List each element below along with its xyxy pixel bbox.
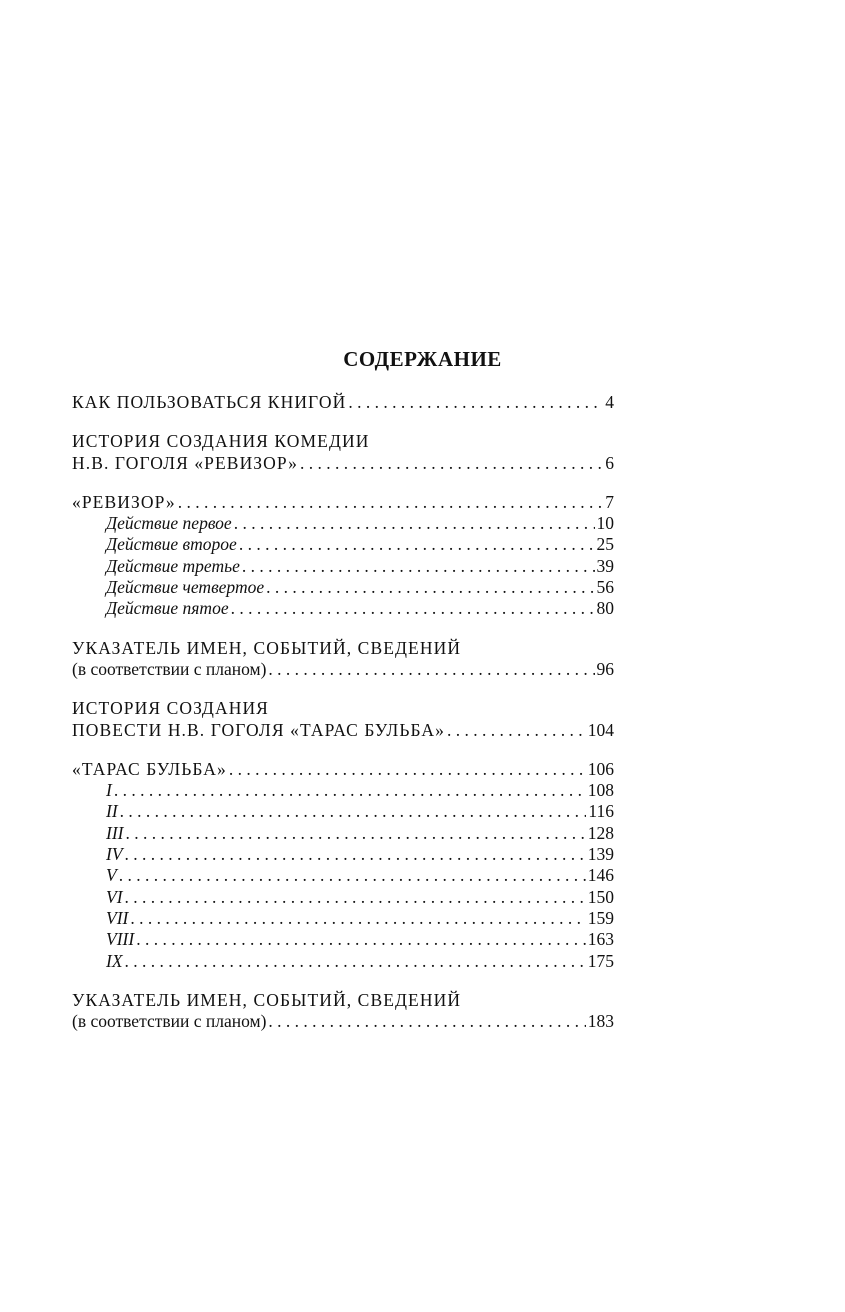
toc-entry-page: 108 [587, 780, 614, 801]
toc-subentry[interactable] [72, 865, 614, 886]
toc-entry-label: I [106, 780, 112, 801]
page-title: СОДЕРЖАНИЕ [343, 347, 502, 371]
dot-leader [242, 556, 595, 577]
dot-leader [266, 577, 594, 598]
toc-entry-heading [72, 698, 614, 719]
toc-subentry[interactable] [72, 801, 614, 822]
dot-leader [125, 887, 586, 908]
toc-entry-page: 150 [587, 886, 614, 907]
toc-entry[interactable] [72, 720, 614, 741]
toc-section-taras-bulba [72, 759, 614, 972]
toc-entry-label: «РЕВИЗОР» [72, 491, 176, 512]
toc-entry-page: 4 [605, 392, 614, 412]
toc-subentry[interactable] [72, 823, 614, 844]
toc-entry-heading [72, 990, 614, 1011]
toc-section-index-taras [72, 990, 614, 1033]
toc-entry-label: III [106, 822, 124, 843]
toc-entry-page: 10 [596, 513, 614, 534]
toc-entry[interactable] [72, 392, 614, 413]
dot-leader [125, 951, 586, 972]
toc-entry-page: 175 [587, 950, 614, 971]
toc-entry-page: 163 [587, 929, 614, 950]
toc-entry-label: IV [106, 844, 123, 865]
toc-entry-label: (в соответствии с планом) [72, 1011, 267, 1032]
toc-section-revizor [72, 492, 614, 620]
toc-entry-page: 106 [587, 758, 614, 779]
dot-leader [125, 844, 586, 865]
dot-leader [120, 801, 587, 822]
dot-leader [136, 929, 586, 950]
toc-entry-page: 183 [587, 1011, 614, 1032]
dot-leader [231, 598, 595, 619]
toc-entry-label: ИСТОРИЯ СОЗДАНИЯ КОМЕДИИ [72, 431, 370, 452]
toc-entry-label: V [106, 865, 117, 886]
toc-entry-page: 56 [596, 577, 614, 598]
toc-entry-label: Действие второе [106, 534, 237, 555]
toc-entry-page: 128 [587, 822, 614, 843]
toc-entry[interactable] [72, 453, 614, 474]
toc-entry-page: 25 [596, 534, 614, 555]
toc-section-revizor-history [72, 431, 614, 474]
toc-entry-heading [72, 638, 614, 659]
toc-entry-label: VIII [106, 929, 135, 950]
dot-leader [447, 720, 586, 741]
toc-entry-page: 146 [587, 865, 614, 886]
toc-entry-label: УКАЗАТЕЛЬ ИМЕН, СОБЫТИЙ, СВЕДЕНИЙ [72, 989, 462, 1010]
dot-leader [234, 513, 595, 534]
toc-entry[interactable] [72, 659, 614, 680]
table-of-contents [72, 392, 614, 1050]
toc-section-taras-history [72, 698, 614, 741]
toc-subentry[interactable] [72, 951, 614, 972]
dot-leader [300, 453, 603, 474]
toc-entry-page: 80 [596, 598, 614, 619]
toc-entry-label: КАК ПОЛЬЗОВАТЬСЯ КНИГОЙ [72, 392, 347, 412]
dot-leader [125, 823, 585, 844]
toc-entry[interactable] [72, 759, 614, 780]
toc-entry-label: Н.В. ГОГОЛЯ «РЕВИЗОР» [72, 452, 299, 473]
dot-leader [130, 908, 585, 929]
toc-subentry[interactable] [72, 908, 614, 929]
toc-entry-page: 116 [588, 801, 614, 822]
toc-entry-label: (в соответствии с планом) [72, 658, 267, 679]
toc-entry-label: VI [106, 886, 123, 907]
toc-subentry[interactable] [72, 513, 614, 534]
toc-entry-label: ИСТОРИЯ СОЗДАНИЯ [72, 698, 269, 719]
toc-entry-label: Действие четвертое [106, 577, 265, 598]
toc-entry-label: Действие первое [106, 513, 232, 534]
toc-entry-label: Действие третье [106, 555, 240, 576]
toc-entry[interactable] [72, 1011, 614, 1032]
dot-leader [268, 1011, 585, 1032]
dot-leader [178, 492, 604, 513]
toc-subentry[interactable] [72, 929, 614, 950]
toc-entry-page: 96 [596, 658, 614, 679]
toc-entry-page: 7 [605, 491, 614, 512]
toc-subentry[interactable] [72, 598, 614, 619]
dot-leader [239, 534, 595, 555]
toc-entry[interactable] [72, 492, 614, 513]
toc-entry-label: ПОВЕСТИ Н.В. ГОГОЛЯ «ТАРАС БУЛЬБА» [72, 719, 446, 740]
toc-section-index-revizor [72, 638, 614, 681]
dot-leader [229, 759, 586, 780]
toc-section-how-to-use [72, 392, 614, 413]
toc-entry-label: VII [106, 907, 129, 928]
toc-entry-page: 39 [596, 555, 614, 576]
toc-entry-page: 139 [587, 844, 614, 865]
toc-entry-label: II [106, 801, 118, 822]
toc-subentry[interactable] [72, 780, 614, 801]
toc-subentry[interactable] [72, 844, 614, 865]
toc-entry-label: «ТАРАС БУЛЬБА» [72, 758, 227, 779]
toc-entry-page: 104 [587, 719, 614, 740]
toc-subentry[interactable] [72, 534, 614, 555]
dot-leader [268, 659, 594, 680]
toc-entry-heading [72, 431, 614, 452]
toc-subentry[interactable] [72, 556, 614, 577]
dot-leader [114, 780, 586, 801]
toc-subentry[interactable] [72, 887, 614, 908]
toc-entry-page: 6 [605, 452, 614, 473]
toc-entry-label: IX [106, 950, 123, 971]
toc-subentry[interactable] [72, 577, 614, 598]
dot-leader [348, 392, 603, 413]
toc-entry-page: 159 [587, 907, 614, 928]
toc-entry-label: УКАЗАТЕЛЬ ИМЕН, СОБЫТИЙ, СВЕДЕНИЙ [72, 637, 462, 658]
toc-entry-label: Действие пятое [106, 598, 229, 619]
dot-leader [119, 865, 586, 886]
